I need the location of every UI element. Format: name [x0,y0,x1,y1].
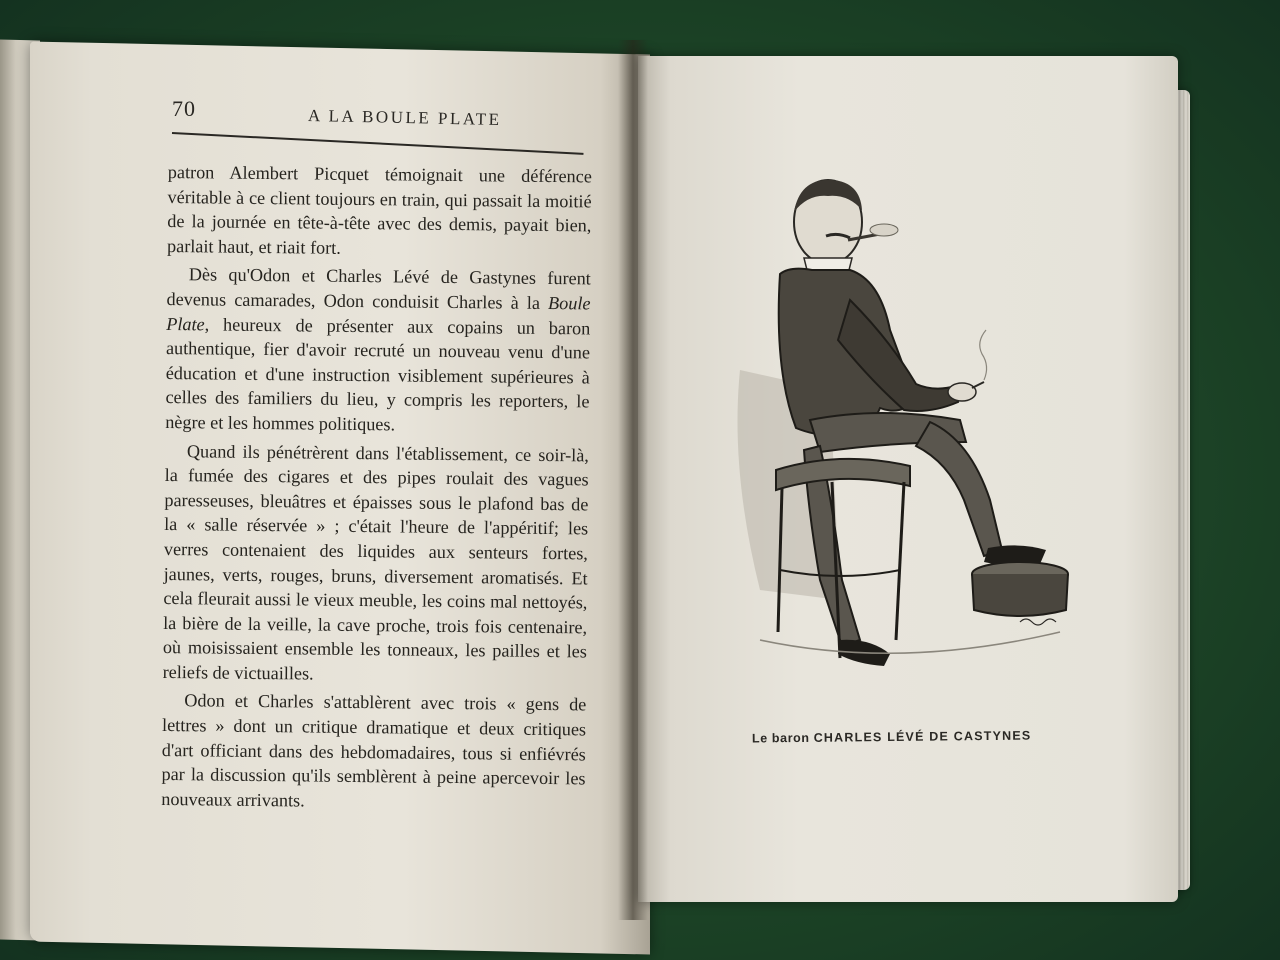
paragraph-4: Odon et Charles s'attablèrent avec trois « gens de lettres » dont un critique dramatique et deux critiques d'art officiant dans des hebdomadaires, tous si enfiévrés par la discussion qu'ils semblèrent à peine apercevoir les nouveaux arrivants. [161,690,587,811]
paragraph-2 [165,262,591,439]
line: moitié de la journée en tête-à-tête avec des demis, [167,190,592,235]
cigarette-smoke [980,330,987,380]
book-gutter [618,40,648,920]
raised-leg [916,422,1002,556]
artist-signature [1020,619,1056,625]
portrait-illustration [720,170,1090,690]
line: payait bien, parlait haut, et riait fort. [166,214,592,258]
page-number: 70 [172,96,196,121]
floor-shading [760,632,1060,653]
running-head: A LA BOULE PLATE [307,105,502,130]
line: véritable à ce client toujours en train, qui passait la [167,186,541,211]
caption-name: CHARLES LÉVÉ DE CASTYNES [813,728,1032,745]
paragraph-2-text-a: Dès qu'Odon et Charles Lévé de Gastynes furent devenus camarades, Odon conduisit Charles à la [166,264,591,313]
caption-prefix: Le baron [751,730,814,746]
cigarette [972,382,984,388]
footstool-body [972,574,1068,616]
smoke [870,224,898,236]
illustration-caption [752,729,1032,746]
body-text [161,160,592,820]
paragraph-2-text-b: , heureux de présenter aux copains un baron authentique, fier d'avoir recruté un nouveau venu d'une éducation et d'une instruction visiblement supérieures à celles des familiers du lieu, y compris les reporters, le nègre et les hommes politiques. [165,313,591,435]
paragraph-1 [167,160,592,263]
line: patron Alembert Picquet témoignait une déférence [167,161,592,187]
chair-leg-3 [896,482,904,640]
hand [948,383,976,401]
paragraph-2-italic: Boule Plate [166,292,591,334]
paragraph-3: Quand ils pénétrèrent dans l'établissement, ce soir-là, la fumée des cigares et des pipes roulait des vagues paresseuses, bleuâtres et épaisses sous le plafond bas de la « salle réservée » ; c'était l'heure de l'appéritif; les verres contenaient des liquides aux senteurs fortes, jaunes, verts, rouges, bruns, diversement aromatisés. Et cela fleurait aussi le vieux meuble, les coins mal nettoyés, la bière de la veille, la cave proche, trois fois centenaire, où moisissaient ensemble les tonneaux, les pailles et les reliefs de victuailles. [162,440,590,684]
